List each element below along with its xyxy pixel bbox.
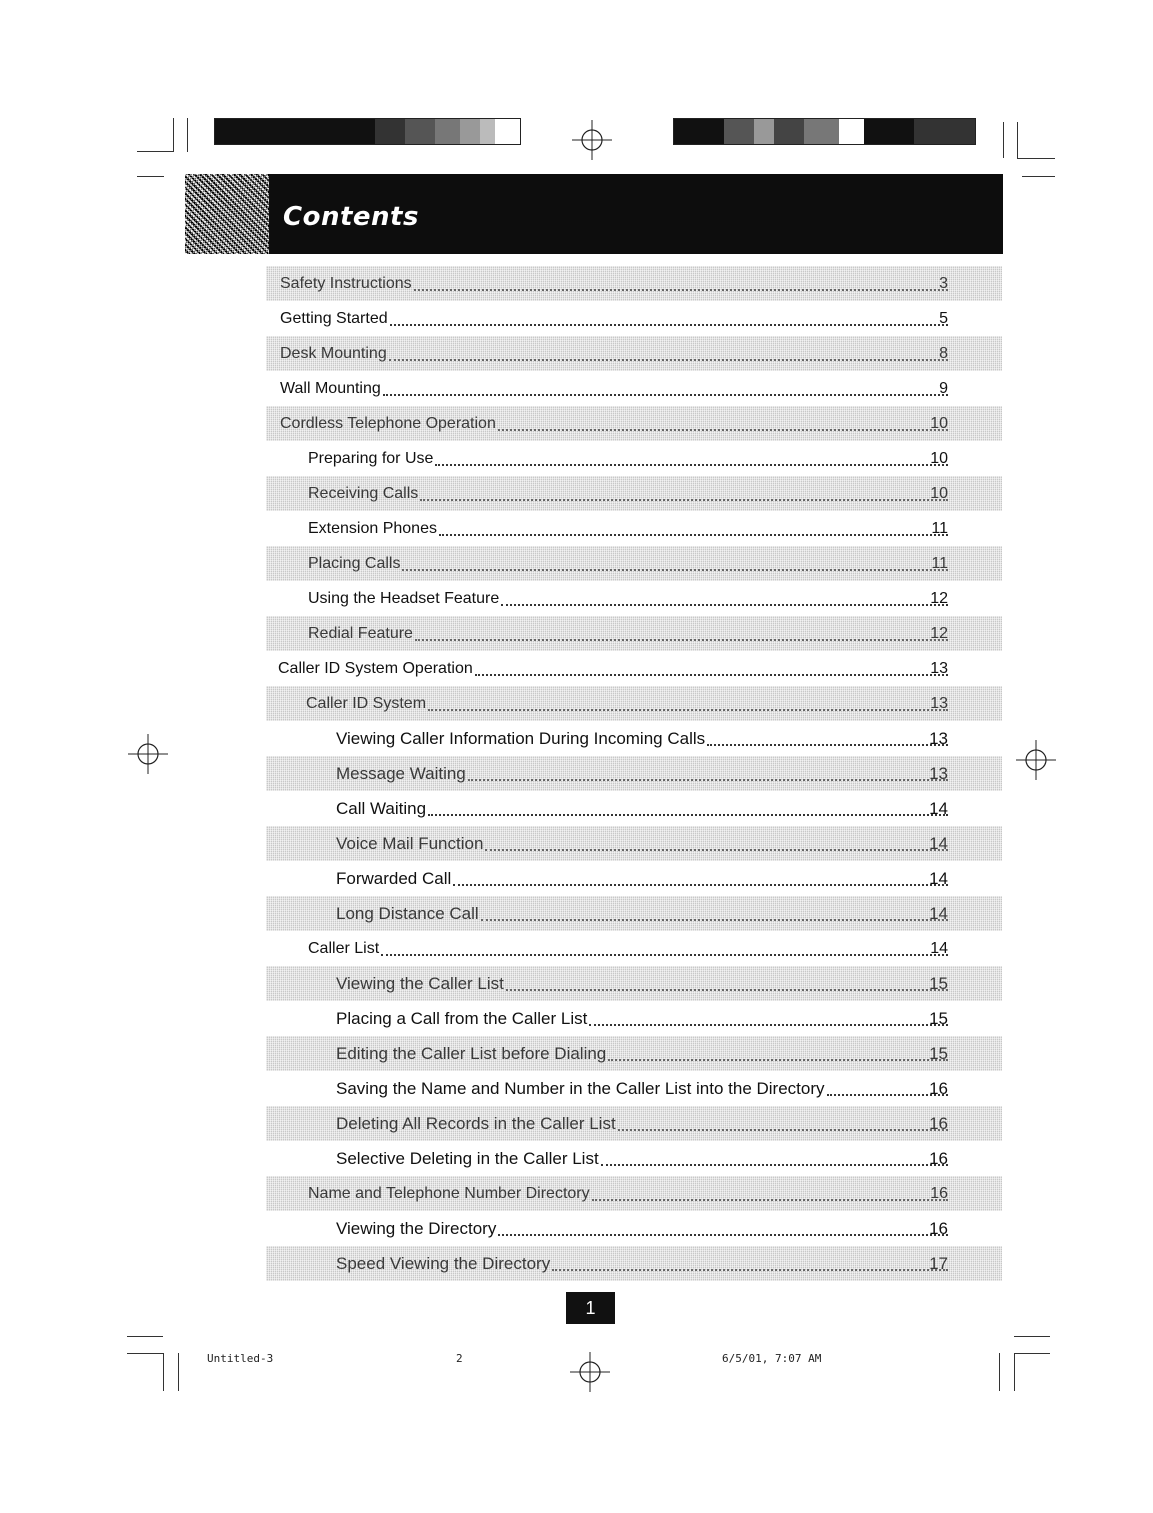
toc-entry-title: Caller ID System <box>306 694 427 712</box>
dot-leader <box>485 849 948 851</box>
crop-mark <box>127 1336 163 1337</box>
toc-entry-page: 13 <box>929 728 948 748</box>
dot-leader <box>439 534 948 536</box>
toc-entry-page: 10 <box>930 414 948 432</box>
toc-entry-title: Name and Telephone Number Directory <box>308 1184 590 1202</box>
toc-entry-page: 11 <box>931 554 948 572</box>
dot-leader <box>618 1129 948 1131</box>
toc-entry-title: Selective Deleting in the Caller List <box>336 1148 599 1168</box>
dot-leader <box>481 919 948 921</box>
crop-mark <box>1022 176 1055 177</box>
toc-entry-page: 17 <box>929 1253 948 1273</box>
dot-leader <box>453 884 948 886</box>
crop-mark <box>127 1353 163 1354</box>
toc-entry-page: 5 <box>939 309 948 327</box>
toc-entry[interactable] <box>266 1246 1002 1281</box>
crop-mark <box>999 1353 1000 1391</box>
toc-entry[interactable] <box>266 756 1002 791</box>
toc-entry[interactable] <box>266 651 1002 686</box>
dot-leader <box>506 989 948 991</box>
crop-mark <box>1017 122 1018 158</box>
dot-leader <box>592 1199 948 1201</box>
dot-leader <box>428 814 948 816</box>
toc-entry-title: Voice Mail Function <box>336 833 484 853</box>
toc-entry-page: 14 <box>929 798 948 818</box>
toc-entry-page: 10 <box>930 449 948 467</box>
footer-timestamp: 6/5/01, 7:07 AM <box>722 1352 822 1365</box>
toc-entry-page: 16 <box>929 1148 948 1168</box>
contents-header <box>185 174 1003 254</box>
halftone-pattern <box>185 174 269 254</box>
toc-entry-title: Viewing the Caller List <box>336 973 504 993</box>
toc-entry-title: Call Waiting <box>336 798 427 818</box>
toc-entry-title: Getting Started <box>280 309 388 327</box>
toc-entry[interactable] <box>266 791 1002 826</box>
toc-entry-page: 9 <box>939 379 948 397</box>
page-number: 1 <box>566 1292 615 1324</box>
toc-entry[interactable] <box>266 1211 1002 1246</box>
footer-sheet-number: 2 <box>456 1352 463 1365</box>
crop-mark <box>163 1353 164 1391</box>
toc-entry[interactable] <box>266 336 1002 371</box>
toc-entry-page: 16 <box>929 1113 948 1133</box>
toc-entry[interactable] <box>266 1036 1002 1071</box>
crop-mark <box>173 118 174 152</box>
toc-entry-title: Cordless Telephone Operation <box>280 414 496 432</box>
dot-leader <box>389 359 948 361</box>
toc-entry-page: 12 <box>930 589 948 607</box>
dot-leader <box>390 324 948 326</box>
toc-entry-page: 13 <box>930 694 948 712</box>
toc-entry-title: Caller List <box>308 939 380 957</box>
toc-entry[interactable] <box>266 1071 1002 1106</box>
toc-entry-page: 15 <box>929 1043 948 1063</box>
toc-entry[interactable] <box>266 546 1002 581</box>
toc-entry-title: Placing Calls <box>308 554 401 572</box>
crop-mark <box>1017 158 1055 159</box>
dot-leader <box>414 289 948 291</box>
toc-entry-title: Caller ID System Operation <box>278 659 473 677</box>
toc-entry[interactable] <box>266 581 1002 616</box>
toc-entry[interactable] <box>266 931 1002 966</box>
toc-entry-page: 13 <box>929 763 948 783</box>
dot-leader <box>608 1059 948 1061</box>
grayscale-bar-right <box>673 118 976 145</box>
toc-entry-page: 15 <box>929 973 948 993</box>
dot-leader <box>501 604 948 606</box>
toc-entry-title: Placing a Call from the Caller List <box>336 1008 588 1028</box>
crop-mark <box>1014 1336 1050 1337</box>
toc-entry-page: 3 <box>939 274 948 292</box>
toc-entry-title: Extension Phones <box>308 519 437 537</box>
toc-entry-page: 16 <box>929 1078 948 1098</box>
toc-entry[interactable] <box>266 1176 1002 1211</box>
dot-leader <box>381 954 948 956</box>
toc-entry-page: 16 <box>929 1218 948 1238</box>
toc-entry-title: Safety Instructions <box>280 274 412 292</box>
crop-mark <box>1014 1353 1015 1391</box>
toc-entry-page: 15 <box>929 1008 948 1028</box>
dot-leader <box>601 1164 948 1166</box>
toc-entry-title: Deleting All Records in the Caller List <box>336 1113 616 1133</box>
toc-entry-page: 13 <box>930 659 948 677</box>
toc-entry[interactable] <box>266 616 1002 651</box>
toc-entry[interactable] <box>266 1106 1002 1141</box>
table-of-contents <box>266 266 1002 1281</box>
toc-entry[interactable] <box>266 721 1002 756</box>
crop-mark <box>1003 122 1004 158</box>
toc-entry[interactable] <box>266 266 1002 301</box>
toc-entry-page: 16 <box>930 1184 948 1202</box>
toc-entry-page: 14 <box>930 939 948 957</box>
toc-entry[interactable] <box>266 511 1002 546</box>
toc-entry-title: Redial Feature <box>308 624 413 642</box>
toc-entry[interactable] <box>266 1001 1002 1036</box>
dot-leader <box>498 1234 948 1236</box>
registration-target-icon <box>568 1350 612 1394</box>
dot-leader <box>552 1269 948 1271</box>
crop-mark <box>137 176 164 177</box>
dot-leader <box>475 674 948 676</box>
toc-entry[interactable] <box>266 301 1002 336</box>
toc-entry-title: Receiving Calls <box>308 484 419 502</box>
dot-leader <box>435 464 948 466</box>
toc-entry-title: Viewing the Directory <box>336 1218 497 1238</box>
toc-entry-title: Desk Mounting <box>280 344 387 362</box>
toc-entry-title: Preparing for Use <box>308 449 434 467</box>
toc-entry-page: 14 <box>929 903 948 923</box>
toc-entry[interactable] <box>266 896 1002 931</box>
toc-entry-title: Speed Viewing the Directory <box>336 1253 551 1273</box>
crop-mark <box>137 151 173 152</box>
grayscale-bar-left <box>214 118 521 145</box>
toc-entry[interactable] <box>266 966 1002 1001</box>
toc-entry-title: Forwarded Call <box>336 868 452 888</box>
toc-entry-page: 14 <box>929 833 948 853</box>
dot-leader <box>707 744 948 746</box>
dot-leader <box>428 709 948 711</box>
toc-entry-page: 8 <box>939 344 948 362</box>
dot-leader <box>402 569 948 571</box>
dot-leader <box>498 429 948 431</box>
toc-entry-title: Wall Mounting <box>280 379 381 397</box>
toc-entry-page: 12 <box>930 624 948 642</box>
toc-entry-title: Viewing Caller Information During Incoming Calls <box>336 728 706 748</box>
toc-entry-title: Using the Headset Feature <box>308 589 500 607</box>
registration-target-icon <box>1014 738 1058 782</box>
toc-entry-page: 14 <box>929 868 948 888</box>
toc-entry[interactable] <box>266 1141 1002 1176</box>
toc-entry-page: 11 <box>931 519 948 537</box>
dot-leader <box>468 779 948 781</box>
toc-entry-title: Editing the Caller List before Dialing <box>336 1043 607 1063</box>
toc-entry[interactable] <box>266 686 1002 721</box>
crop-mark <box>187 118 188 152</box>
toc-entry-title: Saving the Name and Number in the Caller List into the Directory <box>336 1078 825 1098</box>
dot-leader <box>589 1024 948 1026</box>
crop-mark <box>1014 1353 1050 1354</box>
dot-leader <box>415 639 948 641</box>
toc-entry-page: 10 <box>930 484 948 502</box>
toc-entry[interactable] <box>266 371 1002 406</box>
toc-entry[interactable] <box>266 861 1002 896</box>
footer-file-name: Untitled-3 <box>207 1352 274 1365</box>
dot-leader <box>420 499 948 501</box>
toc-entry[interactable] <box>266 826 1002 861</box>
crop-mark <box>178 1353 179 1391</box>
toc-entry[interactable] <box>266 406 1002 441</box>
registration-target-icon <box>126 732 170 776</box>
toc-entry[interactable] <box>266 476 1002 511</box>
registration-target-icon <box>570 118 614 162</box>
toc-entry[interactable] <box>266 441 1002 476</box>
toc-entry-title: Message Waiting <box>336 763 466 783</box>
page-title: Contents <box>283 202 419 232</box>
dot-leader <box>383 394 948 396</box>
toc-entry-title: Long Distance Call <box>336 903 479 923</box>
